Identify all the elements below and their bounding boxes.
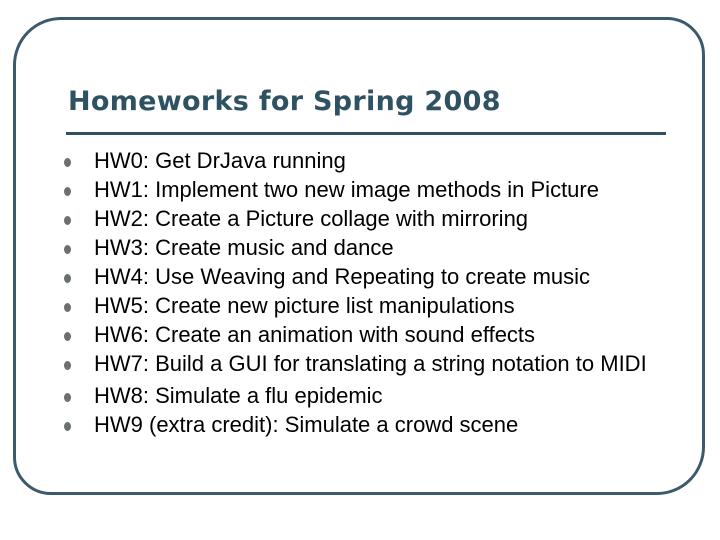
list-item bbox=[64, 149, 664, 173]
bullet-icon bbox=[64, 361, 71, 370]
homework-list bbox=[64, 149, 664, 442]
list-item-text: HW8: Simulate a flu epidemic bbox=[94, 383, 383, 408]
bullet-icon bbox=[64, 245, 71, 254]
list-item-text: HW6: Create an animation with sound effects bbox=[94, 322, 536, 347]
list-item bbox=[64, 413, 664, 437]
slide-title: Homeworks for Spring 2008 bbox=[68, 86, 501, 117]
title-underline bbox=[66, 132, 666, 135]
list-item-text: HW2: Create a Picture collage with mirroring bbox=[94, 206, 529, 231]
list-item bbox=[64, 352, 664, 376]
list-item-text: HW7: Build a GUI for translating a string notation to MIDI bbox=[94, 351, 647, 376]
list-item-text: HW5: Create new picture list manipulations bbox=[94, 293, 515, 318]
list-item-text: HW4: Use Weaving and Repeating to create music bbox=[94, 264, 591, 289]
bullet-icon bbox=[64, 422, 71, 431]
bullet-icon bbox=[64, 216, 71, 225]
bullet-icon bbox=[64, 158, 71, 167]
list-item-text: HW3: Create music and dance bbox=[94, 235, 394, 260]
list-item bbox=[64, 384, 664, 408]
list-item-text: HW0: Get DrJava running bbox=[94, 148, 346, 173]
list-item-text: HW1: Implement two new image methods in Picture bbox=[94, 177, 599, 202]
list-item bbox=[64, 178, 664, 202]
list-item bbox=[64, 207, 664, 231]
bullet-icon bbox=[64, 274, 71, 283]
list-item bbox=[64, 323, 664, 347]
bullet-icon bbox=[64, 303, 71, 312]
bullet-icon bbox=[64, 332, 71, 341]
list-item-text: HW9 (extra credit): Simulate a crowd scene bbox=[94, 412, 519, 437]
list-item bbox=[64, 236, 664, 260]
list-item bbox=[64, 294, 664, 318]
bullet-icon bbox=[64, 393, 71, 402]
list-item bbox=[64, 265, 664, 289]
bullet-icon bbox=[64, 187, 71, 196]
